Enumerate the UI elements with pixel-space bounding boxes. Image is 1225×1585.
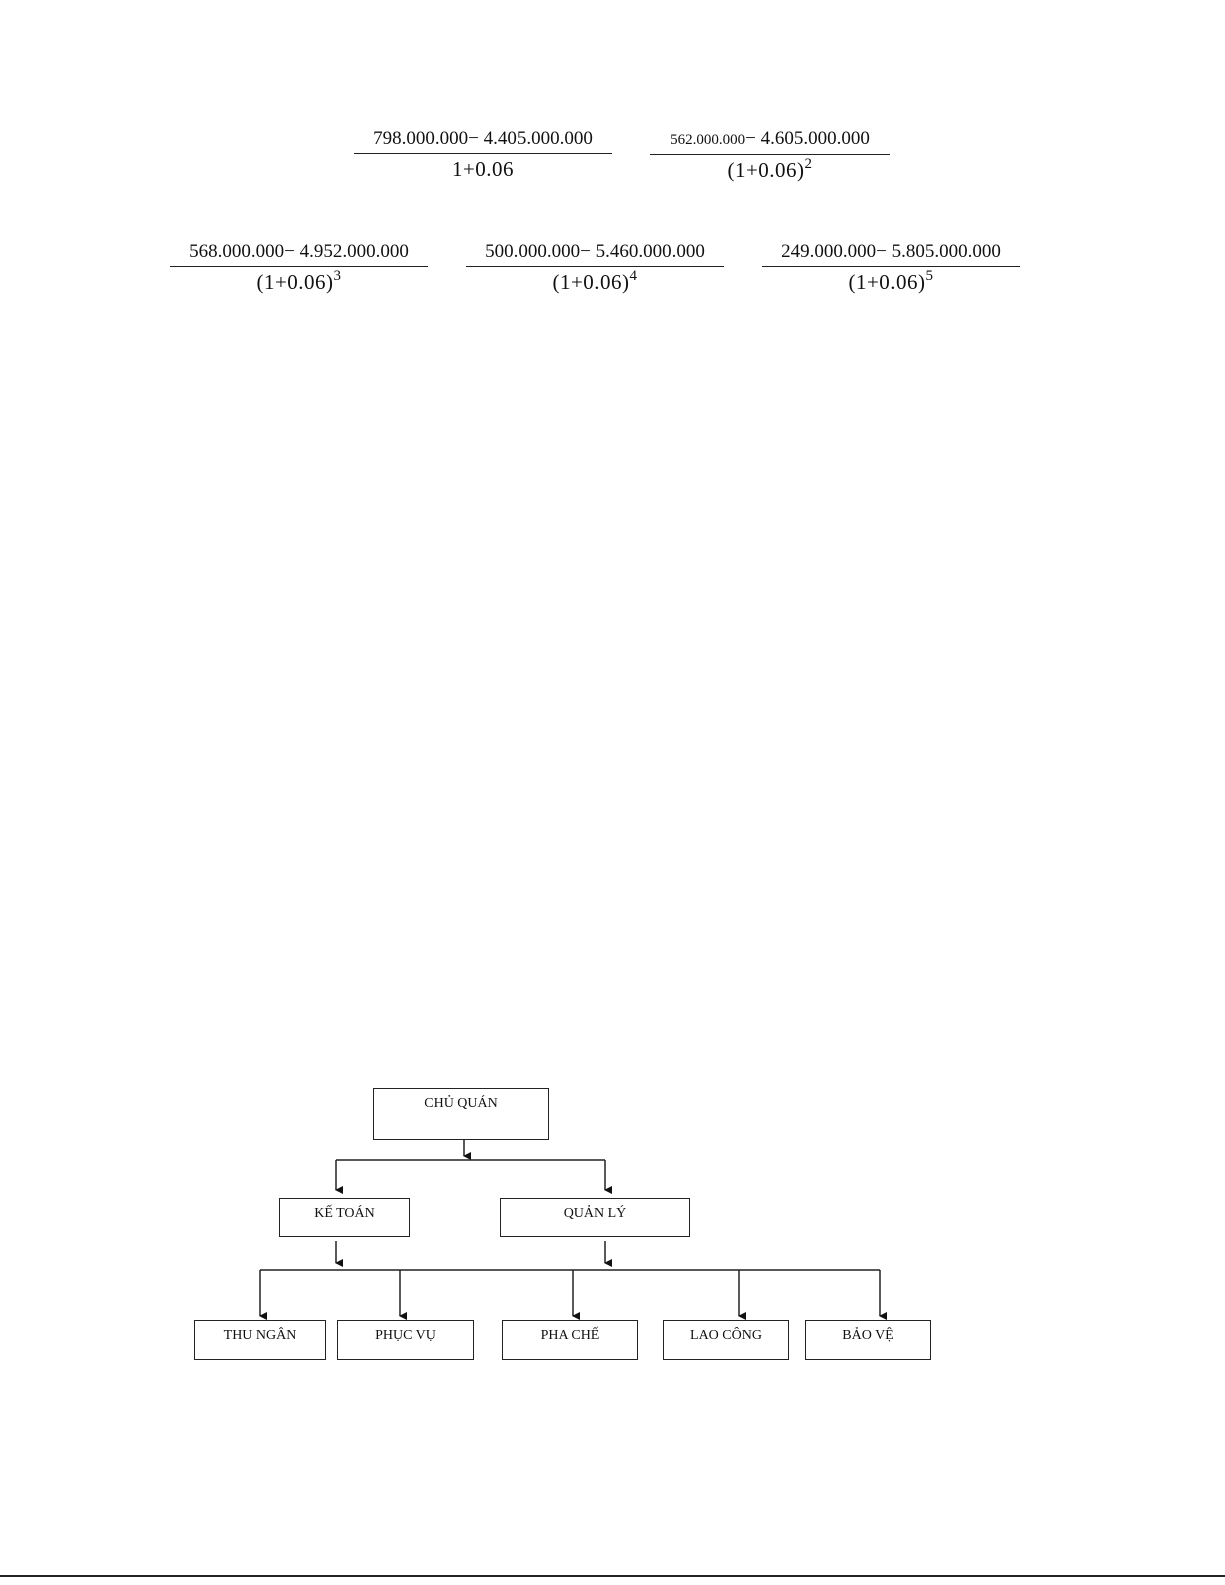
org-box-phuc-vu	[337, 1320, 474, 1360]
formula-1-numerator: 798.000.000− 4.405.000.000	[354, 128, 612, 154]
formula-2-denominator: $(1+0.06)^2$	[727, 156, 813, 182]
org-label-pha-che: PHA CHẾ	[540, 1328, 600, 1343]
formula-3-exponent: 3	[333, 268, 342, 284]
org-box-bao-ve	[805, 1320, 931, 1360]
org-box-pha-che	[502, 1320, 638, 1360]
org-box-ke-toan	[279, 1198, 410, 1237]
formula-2-exponent: 2	[804, 156, 813, 172]
formula-3-denominator: $(1+0.06)^3$	[256, 268, 342, 294]
org-label-bao-ve: BẢO VỆ	[842, 1328, 894, 1343]
org-label-phuc-vu: PHỤC VỤ	[375, 1328, 436, 1343]
formula-5-numerator: 249.000.000− 5.805.000.000	[762, 241, 1020, 267]
org-label-ke-toan: KẾ TOÁN	[314, 1206, 375, 1221]
org-label-thu-ngan: THU NGÂN	[223, 1328, 297, 1343]
formula-2-numerator: 562.000.000− 4.605.000.000	[650, 128, 890, 155]
formula-1-denominator: 1+0.06	[451, 157, 515, 181]
org-box-lao-cong	[663, 1320, 789, 1360]
formula-5-denominator: $(1+0.06)^5$	[848, 268, 934, 294]
formula-5-exponent: 5	[925, 268, 934, 284]
formula-4-numerator: 500.000.000− 5.460.000.000	[466, 241, 724, 267]
org-box-thu-ngan	[194, 1320, 326, 1360]
org-box-quan-ly	[500, 1198, 690, 1237]
org-label-quan-ly: QUẢN LÝ	[563, 1206, 627, 1221]
org-label-chu-quan: CHỦ QUÁN	[424, 1096, 498, 1111]
org-label-lao-cong: LAO CÔNG	[690, 1328, 762, 1343]
page-bottom-rule	[0, 1575, 1225, 1577]
formula-4-denominator: $(1+0.06)^4$	[552, 268, 638, 294]
formula-4-exponent: 4	[629, 268, 638, 284]
formula-3-numerator: 568.000.000− 4.952.000.000	[170, 241, 428, 267]
org-box-chu-quan	[373, 1088, 549, 1140]
